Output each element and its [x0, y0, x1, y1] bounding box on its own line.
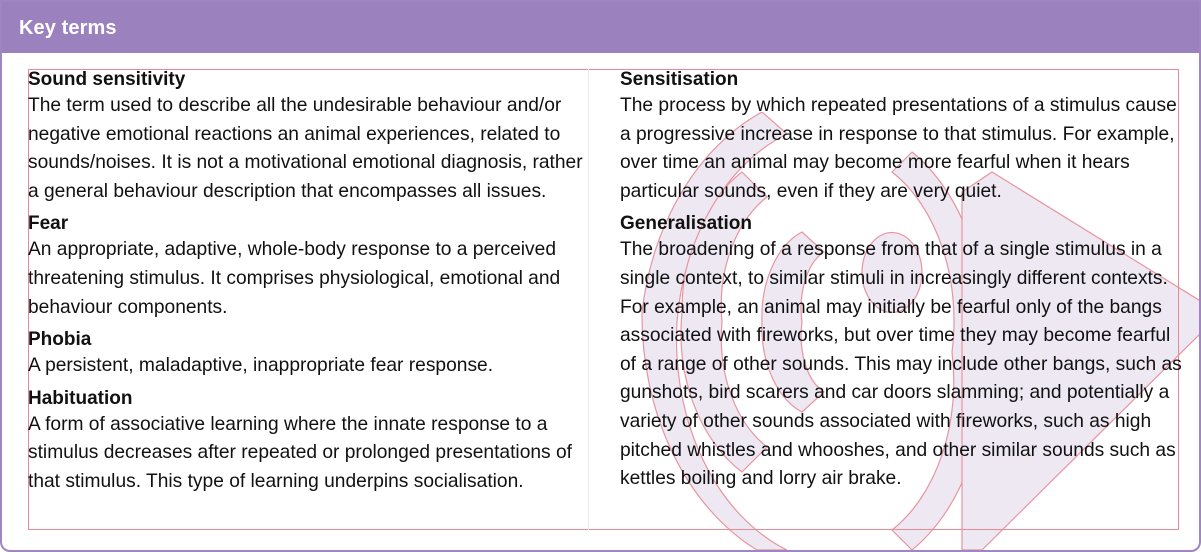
term-sound-sensitivity — [28, 68, 586, 206]
key-terms-header — [2, 2, 1199, 53]
term-sensitisation — [620, 68, 1186, 206]
term-title: Phobia — [28, 329, 92, 351]
term-definition: A persistent, maladaptive, inappropriate fear response. — [28, 355, 494, 377]
term-generalisation — [620, 212, 1186, 493]
term-habituation — [28, 387, 586, 497]
term-title: Fear — [28, 213, 69, 235]
term-definition: The process by which repeated presentations of a stimulus cause a progressive increase in response to that stimulus. For example, over time an animal may become more fearful when it hears particular sounds, even if they are very quiet. — [620, 95, 1177, 202]
key-terms-title: Key terms — [19, 17, 117, 39]
term-definition: The broadening of a response from that of a single stimulus in a single context, to similar stimuli in increasingly different contexts. For example, an animal may initially be fearful only of the bangs associated with fireworks, but over time they may become fearful of a range of other sounds. This may include other bangs, such as gunshots, bird scarers and car doors slamming; and potentially a variety of other sounds associated with fireworks, such as high pitched whistles and whooshes, and other similar sounds such as kettles boiling and lorry air brake. — [620, 239, 1182, 490]
term-title: Sensitisation — [620, 69, 739, 90]
term-definition: A form of associative learning where the innate response to a stimulus decreases after repeated or prolonged presentations of that stimulus. This type of learning underpins socialisation. — [28, 413, 572, 492]
term-definition: The term used to describe all the undesirable behaviour and/or negative emotional reactions an animal experiences, related to sounds/noises. It is not a motivational emotional diagnosis, rather a general behaviour description that encompasses all issues. — [28, 95, 583, 202]
term-phobia — [28, 328, 586, 381]
right-column — [620, 68, 1186, 494]
column-divider — [588, 69, 589, 530]
left-column — [28, 68, 586, 497]
term-title: Sound sensitivity — [28, 69, 186, 90]
term-definition: An appropriate, adaptive, whole-body response to a perceived threatening stimulus. It comprises physiological, emotional and behaviour components. — [28, 239, 561, 318]
term-title: Generalisation — [620, 213, 752, 235]
term-title: Habituation — [28, 387, 133, 409]
term-fear — [28, 212, 586, 322]
